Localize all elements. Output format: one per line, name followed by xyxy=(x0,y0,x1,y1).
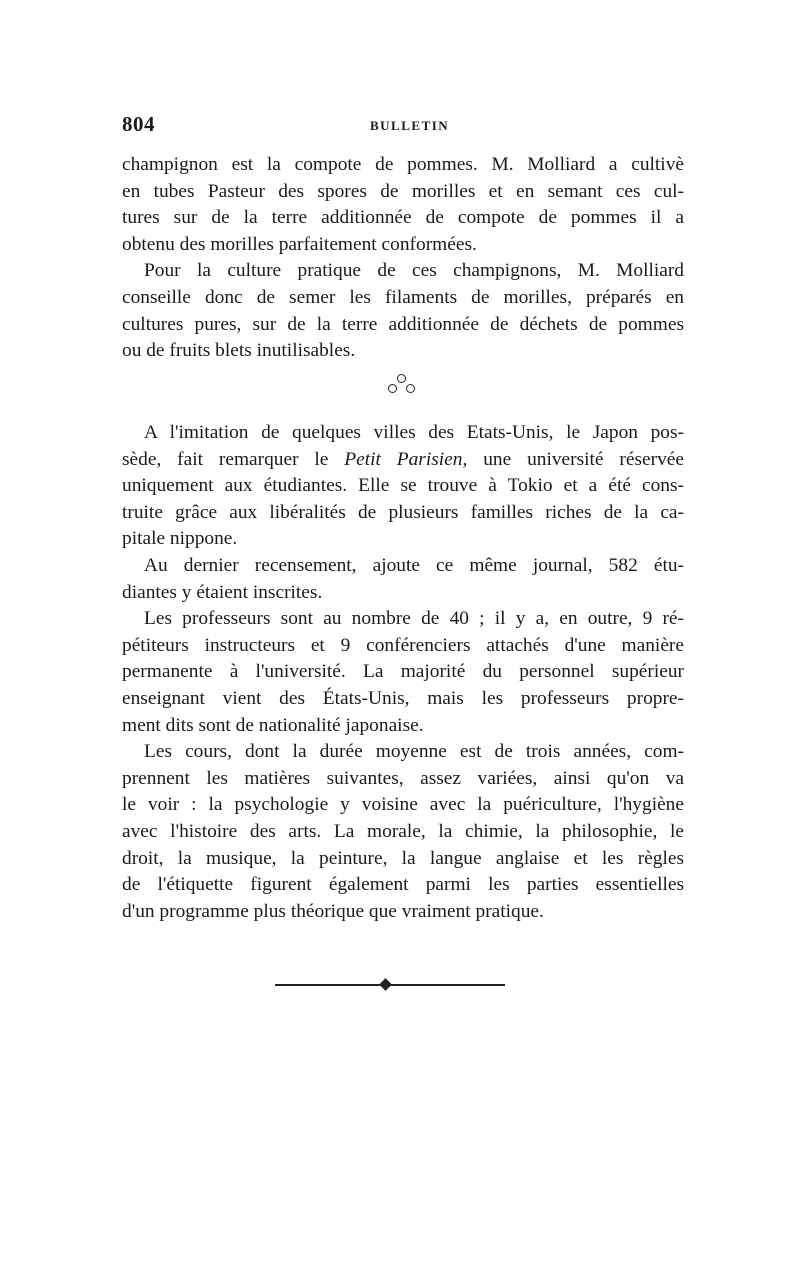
text-line: ment dits sont de nationalité japonaise. xyxy=(122,714,424,736)
text-line: obtenu des morilles parfaitement conformées. xyxy=(122,233,477,255)
end-rule-ornament xyxy=(275,978,505,992)
text-line: Au dernier recensement, ajoute ce même journal, 582 étu- xyxy=(144,554,684,576)
text-line: droit, la musique, la peinture, la langue anglaise et les règles xyxy=(122,847,684,869)
text-fragment: une université réservée xyxy=(483,448,684,470)
diamond-icon xyxy=(379,978,392,991)
text-line: diantes y étaient inscrites. xyxy=(122,581,323,603)
paragraph-universite xyxy=(122,420,684,553)
text-line: prennent les matières suivantes, assez variées, ainsi qu'on va xyxy=(122,767,684,789)
paragraph-culture-pratique xyxy=(122,258,684,364)
text-line: conseille donc de semer les filaments de morilles, préparés en xyxy=(122,286,684,308)
text-line: pitale nippone. xyxy=(122,528,238,550)
text-line: cultures pures, sur de la terre additionnée de déchets de pommes xyxy=(122,313,684,335)
ornament-circle xyxy=(388,384,397,393)
paragraph-compote xyxy=(122,152,684,258)
text-line-with-italic xyxy=(122,447,684,474)
text-line: truite grâce aux libéralités de plusieurs familles riches de la ca- xyxy=(122,501,684,523)
text-line: de l'étiquette figurent également parmi les parties essentielles xyxy=(122,874,684,896)
page-header xyxy=(122,112,682,142)
running-head: BULLETIN xyxy=(370,118,450,133)
text-line: tures sur de la terre additionnée de compote de pommes il a xyxy=(122,207,684,229)
text-block-japon xyxy=(122,420,684,925)
text-fragment: sède, fait remarquer le xyxy=(122,448,329,470)
text-line: d'un programme plus théorique que vraiment pratique. xyxy=(122,900,544,922)
text-line: uniquement aux étudiantes. Elle se trouve à Tokio et a été cons- xyxy=(122,475,684,497)
text-line: Pour la culture pratique de ces champignons, M. Molliard xyxy=(144,260,684,282)
text-line: A l'imitation de quelques villes des Etats-Unis, le Japon pos- xyxy=(144,422,684,443)
text-block-molliard xyxy=(122,152,684,365)
text-line: pétiteurs instructeurs et 9 conférenciers attachés d'une manière xyxy=(122,634,684,656)
ornament-circle xyxy=(406,384,415,393)
text-line: enseignant vient des États-Unis, mais les professeurs propre- xyxy=(122,687,684,709)
page-number: 804 xyxy=(122,112,155,136)
text-line: avec l'histoire des arts. La morale, la chimie, la philosophie, le xyxy=(122,820,684,842)
text-line: le voir : la psychologie y voisine avec la puériculture, l'hygiène xyxy=(122,794,684,816)
paragraph-cours xyxy=(122,739,684,925)
paragraph-professeurs xyxy=(122,606,684,739)
text-line: Les professeurs sont au nombre de 40 ; il y a, en outre, 9 ré- xyxy=(144,608,684,630)
ornament-circle xyxy=(397,374,406,383)
text-line: Les cours, dont la durée moyenne est de trois années, com- xyxy=(144,741,684,763)
text-line: ou de fruits blets inutilisables. xyxy=(122,340,356,362)
paragraph-recensement xyxy=(122,553,684,606)
text-line: permanente à l'université. La majorité du personnel supérieur xyxy=(122,661,684,683)
asterism-ornament xyxy=(382,368,422,402)
text-line: champignon est la compote de pommes. M. Molliard a cultivè xyxy=(122,154,684,175)
newspaper-title: Petit Parisien, xyxy=(344,448,468,470)
text-line: en tubes Pasteur des spores de morilles et en semant ces cul- xyxy=(122,180,684,202)
